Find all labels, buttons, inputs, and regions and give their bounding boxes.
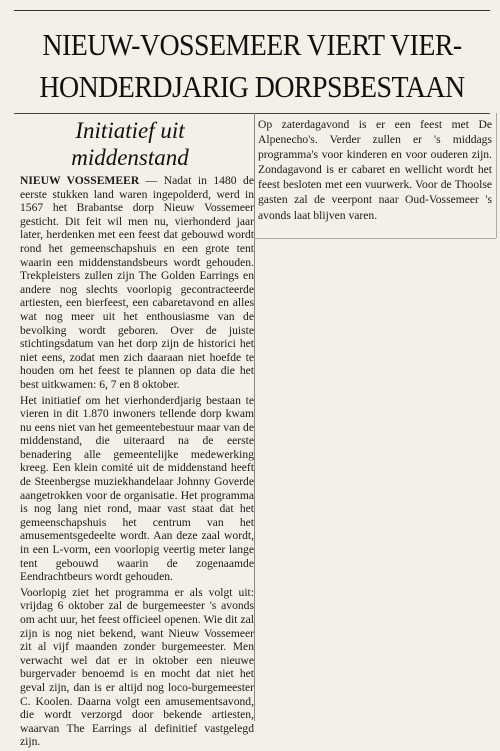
headline-line-2: HONDERDJARIG DORPSBESTAAN xyxy=(39,69,465,104)
subheadline xyxy=(30,117,230,171)
column-divider xyxy=(254,113,255,721)
right-column-edge xyxy=(496,113,497,238)
headline-line-1: NIEUW-VOSSEMEER VIERT VIER- xyxy=(42,27,462,62)
headline xyxy=(38,24,466,108)
article-right-paragraph: Op zaterdagavond is er een feest met De Alpenecho's. Verder zullen er 's middags programma's voor kinderen en voor ouderen zijn. Zondagavond is er cabaret en wellicht wordt het feest besloten met een vuurwerk. Voor de Thoolse gasten zal de veerpont naar Oud-Vossemeer 's avonds laat blijven varen. xyxy=(258,118,492,222)
article-paragraph-3: Voorlopig ziet het programma er als volgt uit: vrijdag 6 oktober zal de burgemeester 's avonds om acht uur, het feest officieel openen. Wie dit zal zijn is nog niet bekend, want Nieuw Vossemeer zit al vijf maanden zonder burgemeester. Men verwacht wel dat er in oktober een nieuwe burgervader benoemd is en mocht dat niet het geval zijn, dan is er altijd nog loco-burgemeester C. Koolen. Daarna volgt een amusementsavond, die wordt verzorgd door bekende artiesten, waarvan The Earrings al definitief vastgelegd zijn. xyxy=(20,585,254,749)
paragraph-1-text: — Nadat in 1480 de eerste stukken land waren ingepolderd, werd in 1567 het Brabantse dorp Nieuw Vossemeer gesticht. Dit feit wil men nu, vierhonderd jaar later, herdenken met een feest dat gebouwd wordt rond het gemeenschapshuis en een grote tent waarin een middenstandsbeurs wordt gehouden. Trekpleisters zullen zijn The Golden Earrings en andere nog slechts voorlopig gecontracteerde artiesten, een bierfeest, een cabaretavond en alles wat nog meer uit het enthousiasme van de bevolking wordt geboren. Over de juiste stichtingsdatum van het dorp zijn de historici het niet eens, zodat men zich daaraan niet hoefde te houden om het feest te plannen op data die het best uitkwamen: 6, 7 en 8 oktober. xyxy=(20,174,254,391)
headline-rule xyxy=(14,113,490,114)
subheadline-line-2: middenstand xyxy=(71,145,189,170)
article-paragraph-1 xyxy=(20,174,254,392)
top-rule xyxy=(14,10,490,11)
article-paragraph-2: Het initiatief om het vierhonderdjarig bestaan te vieren in dit 1.870 inwoners tellende dorp kwam nu eens niet van het gemeentebestuur maar van de middenstand, die uiteraard na de eerste benadering alle gemeentelijke medewerking kreeg. Een klein comité uit de middenstand heeft de Steenbergse muziekhandelaar Johnny Goverde aangetrokken voor de organisatie. Het programma is nog lang niet rond, maar vast staat dat het gemeenschapshuis het centrum van het amusementsgedeelte wordt. Aan deze zaal wordt, in een L-vorm, een voorlopig veertig meter lange tent gebouwd waarin de zogenaamde Eendrachtbeurs wordt gehouden. xyxy=(20,393,254,584)
subheadline-line-1: Initiatief uit xyxy=(75,118,185,143)
article-left-column xyxy=(20,174,254,751)
dateline: NIEUW VOSSEMEER xyxy=(20,174,140,187)
right-column-bottom-rule xyxy=(254,238,496,239)
article-right-column xyxy=(258,117,492,223)
